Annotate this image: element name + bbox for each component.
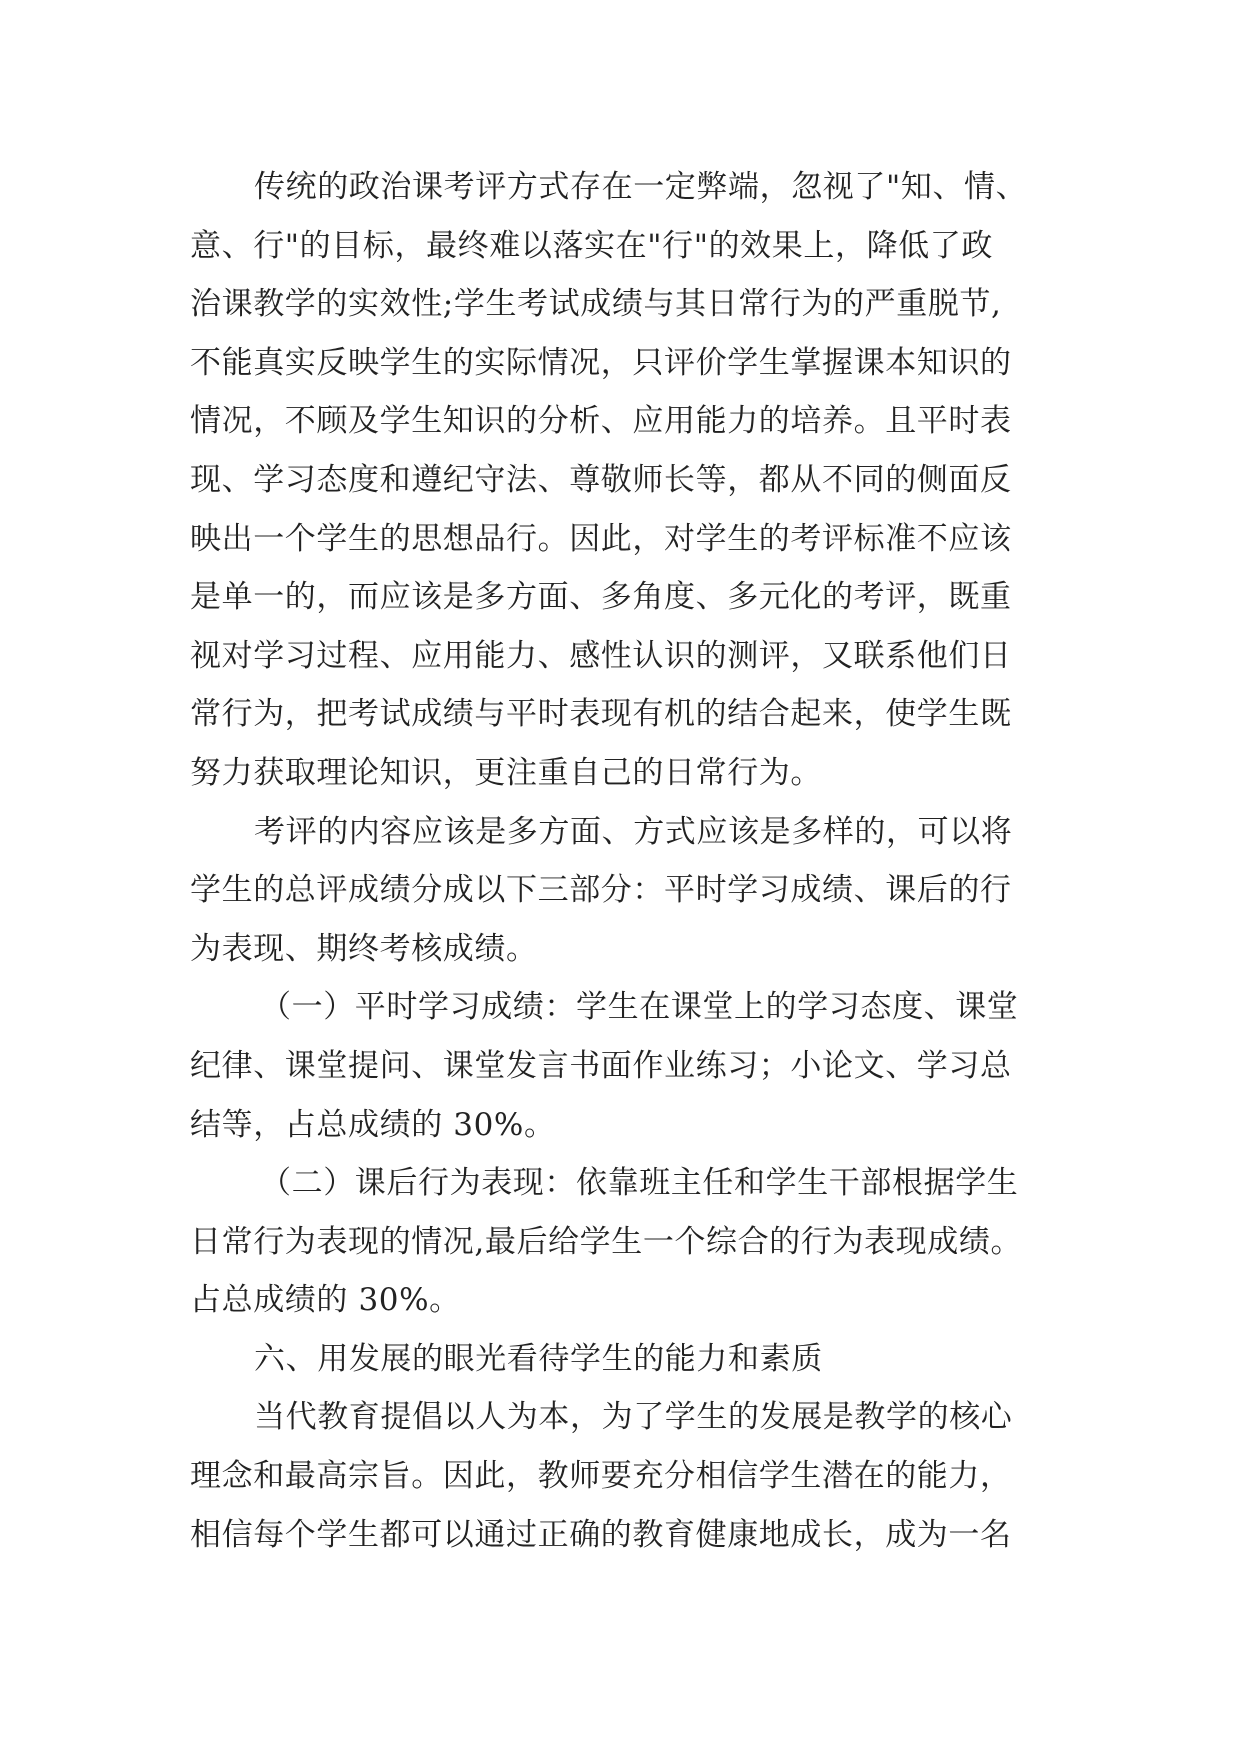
text-line: 视对学习过程、应用能力、感性认识的测评，又联系他们日: [190, 637, 1012, 674]
text-line: 映出一个学生的思想品行。因此，对学生的考评标准不应该: [190, 520, 1012, 557]
text-line: 当代教育提倡以人为本，为了学生的发展是教学的核心: [254, 1399, 1013, 1436]
text-line: 传统的政治课考评方式存在一定弊端，忽视了"知、情、: [254, 169, 1028, 205]
text-line: （二）课后行为表现：依靠班主任和学生干部根据学生: [260, 1165, 1019, 1202]
paragraph: [190, 1330, 1050, 1389]
paragraph: [190, 1388, 1050, 1564]
text-line: （一）平时学习成绩：学生在课堂上的学习态度、课堂: [260, 989, 1019, 1026]
text-line: 情况，不顾及学生知识的分析、应用能力的培养。且平时表: [190, 403, 1012, 440]
text-line: 现、学习态度和遵纪守法、尊敬师长等，都从不同的侧面反: [190, 461, 1012, 498]
paragraph: [190, 978, 1050, 1154]
text-line: 考评的内容应该是多方面、方式应该是多样的，可以将: [254, 813, 1013, 850]
text-line: 意、行"的目标，最终难以落实在"行"的效果上，降低了政: [190, 227, 993, 264]
paragraph: [190, 1154, 1050, 1330]
paragraph: [190, 158, 1050, 803]
text-line: 占总成绩的 30%。: [190, 1282, 461, 1319]
document-body: [190, 158, 1050, 1564]
text-line: 学生的总评成绩分成以下三部分：平时学习成绩、课后的行: [190, 872, 1012, 909]
text-line: 努力获取理论知识，更注重自己的日常行为。: [190, 754, 822, 791]
text-line: 相信每个学生都可以通过正确的教育健康地成长，成为一名: [190, 1516, 1012, 1553]
text-line: 不能真实反映学生的实际情况，只评价学生掌握课本知识的: [190, 344, 1012, 381]
text-line: 理念和最高宗旨。因此，教师要充分相信学生潜在的能力，: [190, 1458, 1012, 1495]
text-line: 日常行为表现的情况,最后给学生一个综合的行为表现成绩。: [190, 1223, 1023, 1260]
text-line: 为表现、期终考核成绩。: [190, 930, 538, 967]
text-line: 常行为，把考试成绩与平时表现有机的结合起来，使学生既: [190, 696, 1012, 733]
text-line: 结等，占总成绩的 30%。: [190, 1106, 556, 1143]
text-line: 治课教学的实效性;学生考试成绩与其日常行为的严重脱节,: [190, 286, 1002, 323]
text-line: 六、用发展的眼光看待学生的能力和素质: [254, 1340, 823, 1377]
text-line: 纪律、课堂提问、课堂发言书面作业练习；小论文、学习总: [190, 1047, 1012, 1084]
text-line: 是单一的，而应该是多方面、多角度、多元化的考评，既重: [190, 579, 1012, 616]
paragraph: [190, 803, 1050, 979]
